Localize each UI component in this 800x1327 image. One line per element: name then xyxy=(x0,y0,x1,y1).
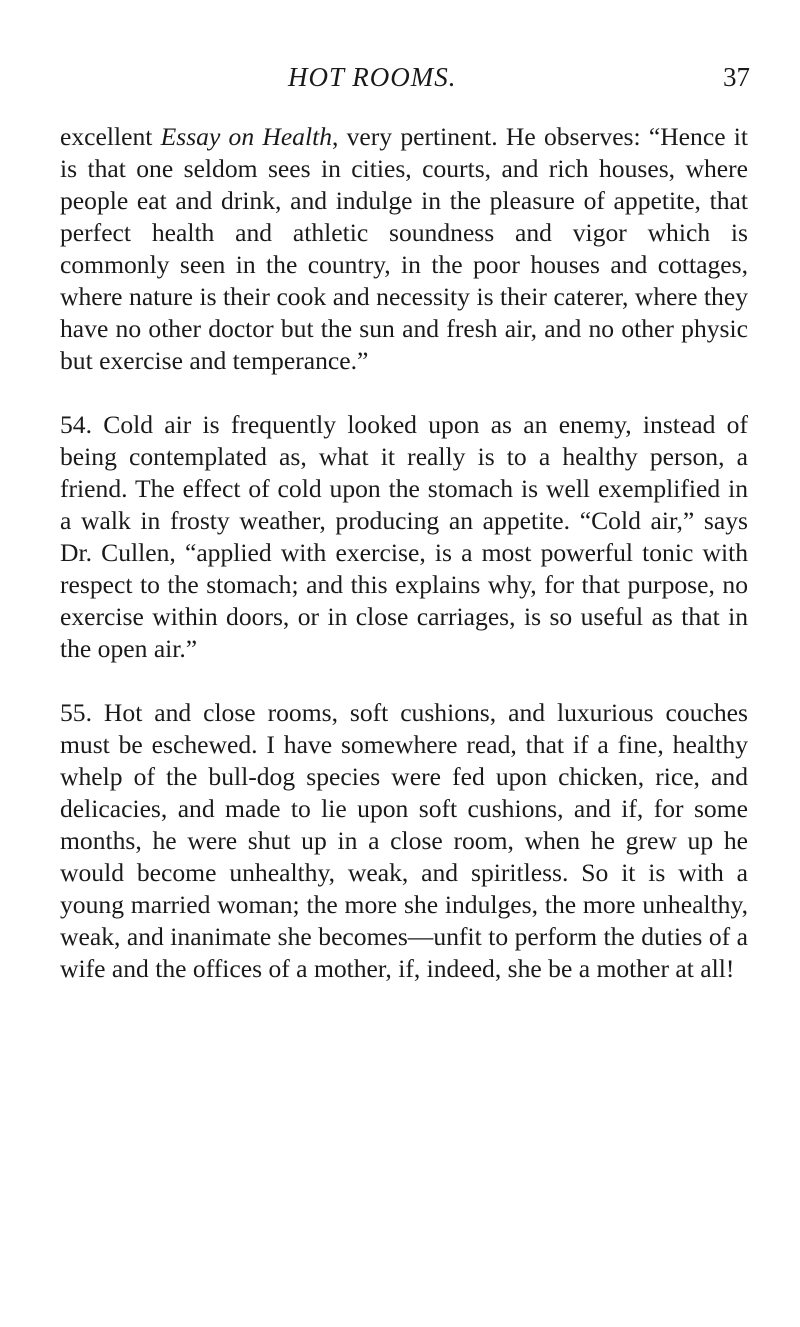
page-number: 37 xyxy=(723,62,750,92)
paragraph-continuation xyxy=(60,121,748,377)
paragraph-text: , very pertinent. He observes: “Hence it is that one seldom sees in cities, courts, and rich houses, where people eat and drink, and indulge in the pleasure of appetite, that perfect health and athletic soundness and vigor which is commonly seen in the country, in the poor houses and cottages, where nature is their cook and necessity is their caterer, where they have no other doctor but the sun and fresh air, and no other physic but exercise and temperance.” xyxy=(60,122,749,375)
running-title: HOT ROOMS. xyxy=(288,62,457,92)
body-text xyxy=(60,121,748,985)
page-header xyxy=(0,62,800,102)
paragraph-text: excellent xyxy=(60,122,161,151)
book-title: Essay on Health xyxy=(160,122,332,151)
paragraph-55: 55. Hot and close rooms, soft cushions, and luxurious couches must be eschewed. I have somewhere read, that if a fine, healthy whelp of the bull-dog species were fed upon chicken, rice, and delicacies, and made to lie upon soft cushions, and if, for some months, he were shut up in a close room, when he grew up he would become unhealthy, weak, and spiritless. So it is with a young married woman; the more she indulges, the more unhealthy, weak, and inanimate she becomes—unfit to perform the duties of a wife and the offices of a mother, if, indeed, she be a mother at all! xyxy=(60,698,748,983)
paragraph-54: 54. Cold air is frequently looked upon as an enemy, instead of being contemplated as, what it really is to a healthy person, a friend. The effect of cold upon the stomach is well exemplified in a walk in frosty weather, producing an appetite. “Cold air,” says Dr. Cullen, “applied with exercise, is a most powerful tonic with respect to the stomach; and this explains why, for that purpose, no exercise within doors, or in close carriages, is so useful as that in the open air.” xyxy=(60,410,748,663)
